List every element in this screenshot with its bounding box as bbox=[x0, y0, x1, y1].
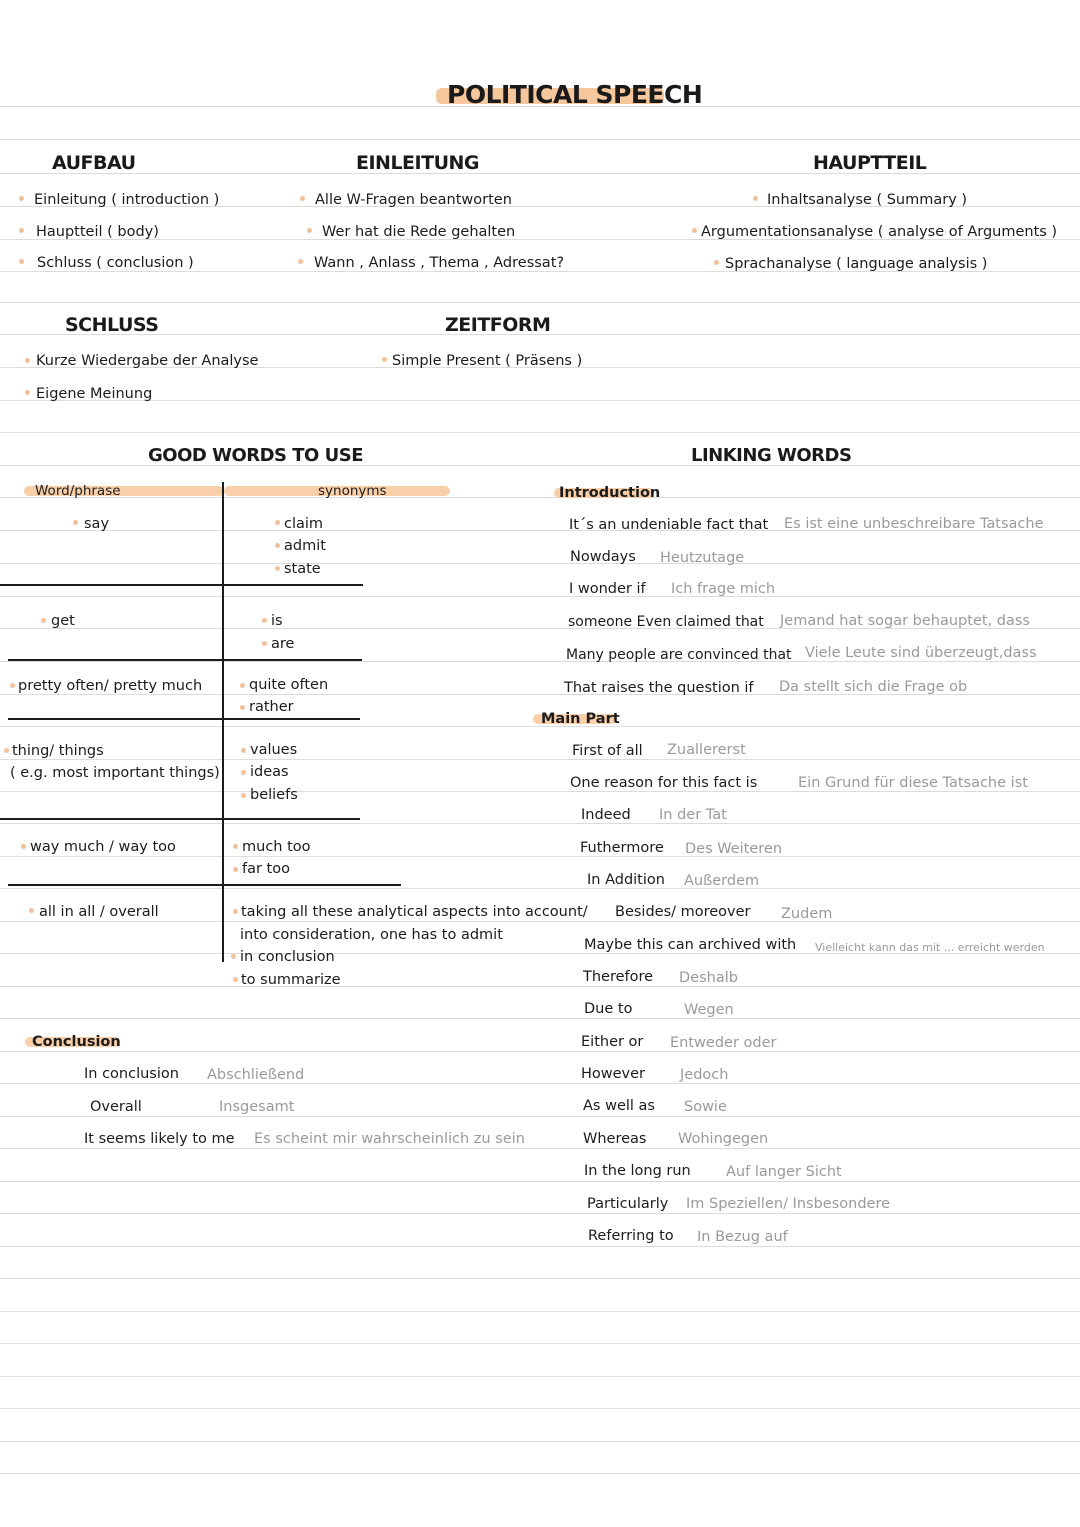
bullet-icon bbox=[275, 543, 280, 548]
synonym-cell: values bbox=[250, 742, 298, 758]
conclusion-heading: Conclusion bbox=[32, 1034, 121, 1050]
bullet-icon bbox=[10, 683, 15, 688]
link-en: Therefore bbox=[583, 969, 654, 985]
hauptteil-item: Inhaltsanalyse ( Summary ) bbox=[767, 192, 968, 208]
bullet-icon bbox=[41, 618, 46, 623]
bullet-icon bbox=[241, 770, 246, 775]
einleitung-item: Alle W-Fragen beantworten bbox=[315, 192, 512, 208]
column-header-synonyms: synonyms bbox=[318, 483, 387, 499]
link-en: Futhermore bbox=[580, 840, 664, 856]
link-de: Entweder oder bbox=[670, 1035, 777, 1051]
bullet-icon bbox=[4, 748, 9, 753]
bullet-icon bbox=[29, 908, 34, 913]
bullet-icon bbox=[21, 844, 26, 849]
bullet-icon bbox=[240, 683, 245, 688]
bullet-icon bbox=[692, 228, 697, 233]
bullet-icon bbox=[19, 196, 24, 201]
hauptteil-item: Argumentationsanalyse ( analyse of Arguments ) bbox=[701, 224, 1058, 240]
bullet-icon bbox=[19, 228, 24, 233]
synonym-cell: in conclusion bbox=[240, 949, 335, 965]
bullet-icon bbox=[25, 358, 30, 363]
link-de: Da stellt sich die Frage ob bbox=[779, 679, 968, 695]
conclusion-de: Es scheint mir wahrscheinlich zu sein bbox=[254, 1131, 525, 1147]
link-de: In Bezug auf bbox=[697, 1229, 788, 1245]
link-en: First of all bbox=[572, 743, 643, 759]
link-de: Wegen bbox=[684, 1002, 734, 1018]
linking-heading: LINKING WORDS bbox=[691, 445, 852, 466]
good-words-heading: GOOD WORDS TO USE bbox=[148, 445, 363, 466]
link-de: Es ist eine unbeschreibare Tatsache bbox=[784, 516, 1044, 532]
bullet-icon bbox=[241, 793, 246, 798]
word-cell: thing/ things bbox=[12, 743, 104, 759]
link-en: In the long run bbox=[584, 1163, 691, 1179]
bullet-icon bbox=[19, 259, 24, 264]
bullet-icon bbox=[300, 196, 305, 201]
bullet-icon bbox=[275, 520, 280, 525]
link-en: Maybe this can archived with bbox=[584, 937, 797, 953]
word-cell: way much / way too bbox=[30, 839, 176, 855]
link-en: Due to bbox=[584, 1001, 633, 1017]
word-cell-note: ( e.g. most important things) bbox=[10, 765, 220, 781]
synonym-cell: taking all these analytical aspects into account/ bbox=[241, 904, 588, 920]
word-cell: say bbox=[84, 516, 110, 532]
table-divider bbox=[222, 482, 224, 962]
link-en: Many people are convinced that bbox=[566, 647, 792, 663]
link-de: Außerdem bbox=[684, 873, 760, 889]
synonym-cell: to summarize bbox=[241, 972, 341, 988]
hauptteil-item: Sprachanalyse ( language analysis ) bbox=[725, 256, 988, 272]
synonym-cell: far too bbox=[242, 861, 290, 877]
synonym-cell: beliefs bbox=[250, 787, 298, 803]
bullet-icon bbox=[233, 867, 238, 872]
aufbau-item: Einleitung ( introduction ) bbox=[34, 192, 220, 208]
link-de: Wohingegen bbox=[678, 1131, 769, 1147]
table-row-line bbox=[8, 718, 360, 720]
synonym-cell: rather bbox=[249, 699, 294, 715]
schluss-heading: SCHLUSS bbox=[65, 314, 159, 336]
table-row-line bbox=[8, 884, 401, 886]
synonym-cell: are bbox=[271, 636, 295, 652]
bullet-icon bbox=[240, 705, 245, 710]
schluss-item: Kurze Wiedergabe der Analyse bbox=[36, 353, 259, 369]
link-de: Auf langer Sicht bbox=[726, 1164, 842, 1180]
column-header-word: Word/phrase bbox=[35, 483, 121, 499]
bullet-icon bbox=[25, 390, 30, 395]
bullet-icon bbox=[262, 641, 267, 646]
link-en: Besides/ moreover bbox=[615, 904, 751, 920]
bullet-icon bbox=[262, 618, 267, 623]
link-de: Im Speziellen/ Insbesondere bbox=[686, 1196, 891, 1212]
link-de: In der Tat bbox=[659, 807, 727, 823]
einleitung-heading: EINLEITUNG bbox=[356, 152, 479, 174]
table-row-line bbox=[0, 584, 363, 586]
bullet-icon bbox=[307, 228, 312, 233]
hauptteil-heading: HAUPTTEIL bbox=[813, 152, 927, 174]
bullet-icon bbox=[753, 196, 758, 201]
link-en: Whereas bbox=[583, 1131, 647, 1147]
link-de: Des Weiteren bbox=[685, 841, 783, 857]
link-de: Ich frage mich bbox=[671, 581, 776, 597]
bullet-icon bbox=[275, 566, 280, 571]
main-part-heading: Main Part bbox=[541, 711, 620, 727]
link-en: However bbox=[581, 1066, 646, 1082]
aufbau-item: Schluss ( conclusion ) bbox=[37, 255, 194, 271]
link-de: Viele Leute sind überzeugt,dass bbox=[805, 645, 1037, 661]
link-en: Referring to bbox=[588, 1228, 674, 1244]
conclusion-en: In conclusion bbox=[84, 1066, 179, 1082]
link-de: Zudem bbox=[781, 906, 833, 922]
word-cell: all in all / overall bbox=[39, 904, 159, 920]
link-en: That raises the question if bbox=[564, 680, 754, 696]
aufbau-heading: AUFBAU bbox=[52, 152, 136, 174]
link-en: It´s an undeniable fact that bbox=[569, 517, 769, 533]
link-de: Zuallererst bbox=[667, 742, 746, 758]
synonym-cell: state bbox=[284, 561, 321, 577]
synonym-cell: claim bbox=[284, 516, 324, 532]
conclusion-de: Abschließend bbox=[207, 1067, 305, 1083]
link-en: Nowdays bbox=[570, 549, 636, 565]
bullet-icon bbox=[73, 520, 78, 525]
zeitform-heading: ZEITFORM bbox=[445, 314, 551, 336]
word-cell: pretty often/ pretty much bbox=[18, 678, 203, 694]
bullet-icon bbox=[233, 977, 238, 982]
schluss-item: Eigene Meinung bbox=[36, 386, 153, 402]
introduction-heading: Introduction bbox=[559, 485, 661, 501]
einleitung-item: Wann , Anlass , Thema , Adressat? bbox=[314, 255, 565, 271]
link-en: Particularly bbox=[587, 1196, 669, 1212]
link-de: Jemand hat sogar behauptet, dass bbox=[780, 613, 1030, 629]
page-title: POLITICAL SPEECH bbox=[447, 80, 703, 109]
bullet-icon bbox=[298, 259, 303, 264]
bullet-icon bbox=[714, 260, 719, 265]
table-row-line bbox=[0, 818, 360, 820]
bullet-icon bbox=[231, 954, 236, 959]
link-de: Sowie bbox=[684, 1099, 727, 1115]
aufbau-item: Hauptteil ( body) bbox=[36, 224, 159, 240]
synonym-cell: admit bbox=[284, 538, 326, 554]
zeitform-item: Simple Present ( Präsens ) bbox=[392, 353, 583, 369]
link-de: Ein Grund für diese Tatsache ist bbox=[798, 775, 1028, 791]
link-de: Vielleicht kann das mit ... erreicht werden bbox=[815, 941, 1045, 954]
synonym-cell: ideas bbox=[250, 764, 289, 780]
synonym-cell: is bbox=[271, 613, 283, 629]
link-en: I wonder if bbox=[569, 581, 646, 597]
synonym-cell: quite often bbox=[249, 677, 329, 693]
conclusion-en: It seems likely to me bbox=[84, 1131, 235, 1147]
link-en: someone Even claimed that bbox=[568, 614, 764, 630]
link-de: Jedoch bbox=[680, 1067, 729, 1083]
bullet-icon bbox=[382, 357, 387, 362]
link-en: Either or bbox=[581, 1034, 644, 1050]
link-en: In Addition bbox=[587, 872, 665, 888]
link-de: Heutzutage bbox=[660, 550, 745, 566]
table-row-line bbox=[8, 659, 362, 661]
conclusion-de: Insgesamt bbox=[219, 1099, 295, 1115]
bullet-icon bbox=[233, 844, 238, 849]
link-de: Deshalb bbox=[679, 970, 738, 986]
link-en: As well as bbox=[583, 1098, 655, 1114]
bullet-icon bbox=[233, 909, 238, 914]
conclusion-en: Overall bbox=[90, 1099, 142, 1115]
word-cell: get bbox=[51, 613, 75, 629]
bullet-icon bbox=[241, 748, 246, 753]
link-en: One reason for this fact is bbox=[570, 775, 758, 791]
einleitung-item: Wer hat die Rede gehalten bbox=[322, 224, 516, 240]
link-en: Indeed bbox=[581, 807, 631, 823]
synonym-cell: into consideration, one has to admit bbox=[240, 927, 503, 943]
synonym-cell: much too bbox=[242, 839, 311, 855]
